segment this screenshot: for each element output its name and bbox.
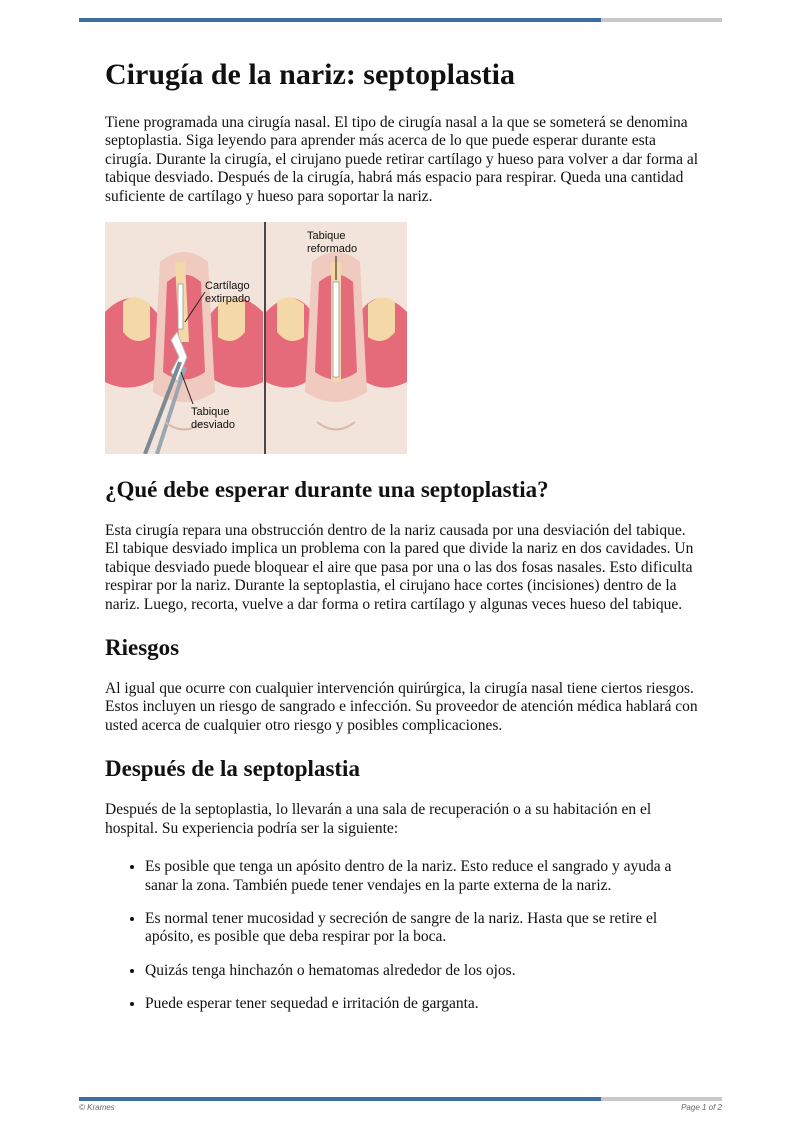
- label-deviated-line2: desviado: [191, 419, 236, 432]
- label-reshaped-line1: Tabique: [307, 230, 346, 243]
- septoplasty-illustration: [105, 222, 407, 454]
- label-reshaped-line2: reformado: [307, 243, 358, 256]
- bottom-rule-accent: [79, 1097, 601, 1101]
- section-body-during: Esta cirugía repara una obstrucción dentro de la nariz causada por una desviación del tabique. El tabique desviado implica un problema con la pared que divide la nariz en dos cavidades. Un tabique desviado puede bloquear el aire que pasa por una o las dos fosas nasales. Esto dificulta respirar por la nariz. Durante la septoplastia, el cirujano hace cortes (incisiones) dentro de la nariz. Luego, recorta, vuelve a dar forma o retira cartílago y algunas veces hueso del tabique.: [105, 522, 694, 613]
- label-cartilage-line2: extirpado: [205, 293, 251, 306]
- top-rule-accent: [79, 18, 601, 22]
- list-item: • Es normal tener mucosidad y secreción de sangre de la nariz. Hasta que se retire el apósito, es posible que deba respirar por la boca.: [145, 910, 700, 947]
- bottom-rule: [79, 1097, 722, 1101]
- label-cartilage-line1: Cartílago: [205, 280, 250, 293]
- label-deviated-line1: Tabique: [191, 406, 230, 419]
- top-rule: [79, 18, 722, 22]
- after-bullet-list: [105, 858, 700, 1013]
- document-body: [105, 56, 700, 1029]
- section-heading-risks: Riesgos: [105, 635, 180, 661]
- section-body-risks: Al igual que ocurre con cualquier intervención quirúrgica, la cirugía nasal tiene ciertos riesgos. Estos incluyen un riesgo de sangrado e infección. Su proveedor de atención médica hablará con usted acerca de cualquier otro riesgo y posibles complicaciones.: [105, 680, 698, 734]
- right-panel: [266, 222, 407, 454]
- list-item: • Es posible que tenga un apósito dentro de la nariz. Esto reduce el sangrado y ayuda a sanar la zona. También puede tener vendajes en la parte externa de la nariz.: [145, 858, 700, 895]
- intro-paragraph: Tiene programada una cirugía nasal. El tipo de cirugía nasal a la que se someterá se denomina septoplastia. Siga leyendo para aprender más acerca de lo que puede esperar durante esta cirugía. Durante la cirugía, el cirujano puede retirar cartílago y hueso para volver a dar forma al tabique desviado. Después de la cirugía, habrá más espacio para respirar. Queda una cantidad suficiente de cartílago y hueso para soportar la nariz.: [105, 114, 699, 205]
- list-item: • Puede esperar tener sequedad e irritación de garganta.: [145, 995, 700, 1013]
- section-body-after: Después de la septoplastia, lo llevarán a una sala de recuperación o a su habitación en el hospital. Su experiencia podría ser la siguiente:: [105, 801, 652, 837]
- page-title: Cirugía de la nariz: septoplastia: [105, 58, 515, 91]
- left-panel: [105, 222, 263, 454]
- list-item: • Quizás tenga hinchazón o hematomas alrededor de los ojos.: [145, 962, 700, 980]
- footer-page-number: Page 1 of 2: [681, 1103, 722, 1112]
- section-heading-after: Después de la septoplastia: [105, 756, 360, 782]
- section-heading-during: ¿Qué debe esperar durante una septoplastia?: [105, 477, 549, 503]
- footer-copyright: © Krames: [79, 1103, 115, 1112]
